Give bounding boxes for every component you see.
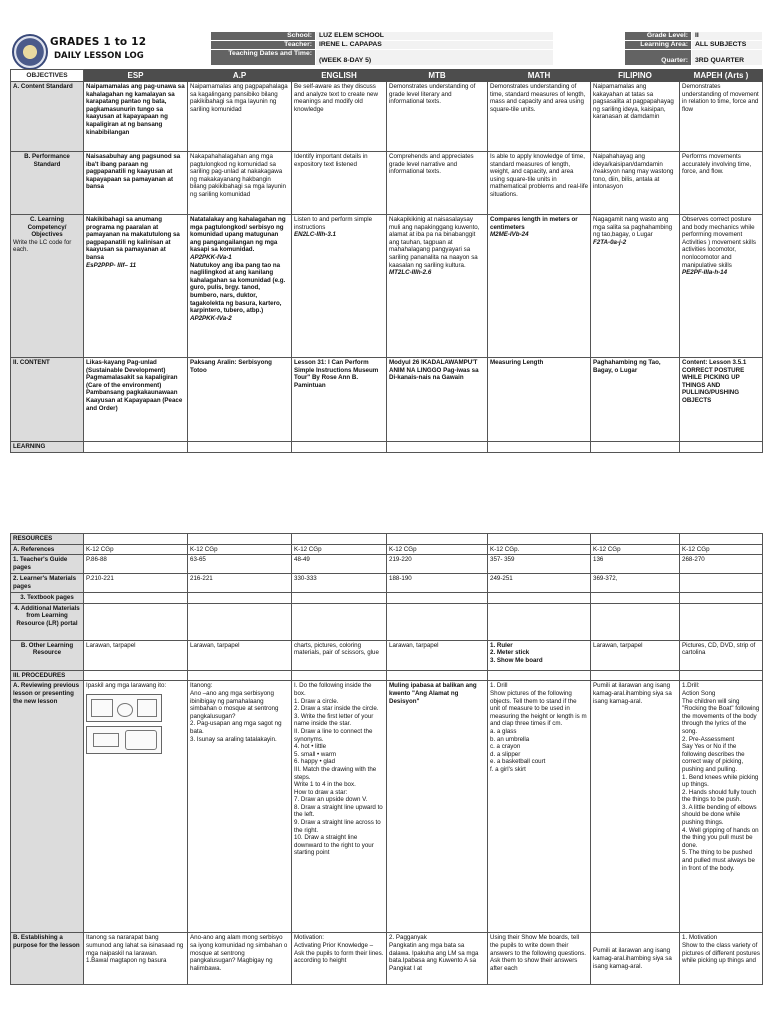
area-value: ALL SUBJECTS xyxy=(692,41,763,50)
cell: Motivation: Activating Prior Knowledge – Ask the pupils to form their lines. according to height xyxy=(292,933,387,985)
row-establishing-purpose xyxy=(11,933,763,985)
lc-text: Listen to and perform simple instructions xyxy=(294,216,373,231)
col-mtb: MTB xyxy=(387,70,488,82)
cell: Identify important details in expository text listened xyxy=(292,152,387,215)
cell xyxy=(188,215,292,358)
cell xyxy=(292,215,387,358)
col-objectives: OBJECTIVES xyxy=(11,70,84,82)
grade-value: II xyxy=(692,32,763,41)
cell: Itanong sa nararapat bang sumunod ang lahat sa isinasaad ng mga naipaskil na larawan. 1.Bawal magtapon ng basura xyxy=(84,933,188,985)
lc-code: AP2PKK-IVa-1 xyxy=(190,253,232,261)
row-other-resources xyxy=(11,640,763,670)
cell: Measuring Length xyxy=(488,358,591,442)
cell: Pictures, CD, DVD, strip of cartolina xyxy=(680,640,763,670)
row-label: B. Other Learning Resource xyxy=(11,640,84,670)
dates-value: (WEEK 8-DAY 5) xyxy=(316,50,554,66)
cell: Larawan, tarpapel xyxy=(84,640,188,670)
cell: 268-270 xyxy=(680,555,763,574)
cell: 1. Motivation Show to the class variety of pictures of different postures while picking up things and xyxy=(680,933,763,985)
cell xyxy=(387,215,488,358)
row-label: 3. Textbook pages xyxy=(11,593,84,604)
cell: Content: Lesson 3.5.1 CORRECT POSTURE WHILE PICKING UP THINGS AND PULLING/PUSHING OBJECTS xyxy=(680,358,763,442)
col-esp: ESP xyxy=(84,70,188,82)
lc-text: Compares length in meters or centimeters xyxy=(490,216,578,231)
row-content-standard xyxy=(11,82,763,152)
row-procedures xyxy=(11,670,763,681)
grade-label: Grade Level: xyxy=(625,32,692,41)
cell: K-12 CGp xyxy=(292,544,387,555)
lc-text: Natutukoy ang iba pang tao na naglilingkod at ang kanilang kahalagahan sa komunidad (e.g. guro, pulis, brgy. tanod, bumbero, nars, duktor, tagakolekta ng basura, kartero, karpintero, tubero, atbp.) xyxy=(190,261,286,315)
cell: Naipamamalas ang pagpapahalaga sa kagalingang pansibiko bilang pakikibahagi sa mga layunin ng sariling komunidad xyxy=(188,82,292,152)
cell xyxy=(591,215,680,358)
cell: Muling ipabasa at balikan ang kwento "Ang Alamat ng Desisyon" xyxy=(387,681,488,933)
cell: Be self-aware as they discuss and analyze text to create new meanings and modify old knowledge xyxy=(292,82,387,152)
row-label: RESOURCES xyxy=(11,534,84,545)
cell: K-12 CGp. xyxy=(488,544,591,555)
lc-text: Natatalakay ang kahalagahan ng mga pagtulongkod/ serbisyo ng komunidad upang matugunan ang pangangailangan ng mga kasapi sa komunidad. xyxy=(190,216,286,254)
cell: Naipamamalas ang kakayahan at tatas sa pagsasalita at pagpapahayag ng sariling ideya, kaisipan, karanasan at damdamin xyxy=(591,82,680,152)
row-label: A. References xyxy=(11,544,84,555)
cell: 357- 359 xyxy=(488,555,591,574)
lc-text: Nagagamit nang wasto ang mga salita sa paghahambing ng tao,bagay, o Lugar xyxy=(593,216,673,239)
col-filipino: FILIPINO xyxy=(591,70,680,82)
cell: Modyul 26 IKADALAWAMPU'T ANIM NA LINGGO Pag-iwas sa Di-kanais-nais na Gawain xyxy=(387,358,488,442)
cell: 136 xyxy=(591,555,680,574)
cell: 188-190 xyxy=(387,574,488,593)
cell: Nakapahahalagahan ang mga pagtulongkod ng komunidad sa sariling pag-unlad at nakakagawa ng makakayanang hakbangin bilang pakikibahagi sa mga layunin ng sariling komunidad xyxy=(188,152,292,215)
row-content xyxy=(11,358,763,442)
cell-text: Ipaskil ang mga larawang ito: xyxy=(86,682,167,690)
quarter-label: Quarter: xyxy=(625,50,692,66)
cell: Paksang Aralin: Serbisyong Totoo xyxy=(188,358,292,442)
lc-text: Observes correct posture and body mechanics while performing movement Activities ) movement skills activities locomotor, nonlocomotor and manipulative skills xyxy=(682,216,756,269)
lc-code: MT2LC-IIIh-2.6 xyxy=(389,269,432,277)
cell: 369-372, xyxy=(591,574,680,593)
row-label: B. Establishing a purpose for the lesson xyxy=(11,933,84,985)
cell: Ano-ano ang alam mong serbisyo sa iyong komunidad ng simbahan o mosque at sentrong pangkalusugan? Magbigay ng halimbawa. xyxy=(188,933,292,985)
cell xyxy=(488,215,591,358)
cell: K-12 CGp xyxy=(84,544,188,555)
lc-code: EsP2PPP- IIIf– 11 xyxy=(86,261,137,269)
row-label: 1. Teacher's Guide pages xyxy=(11,555,84,574)
cell: charts, pictures, coloring materials, pair of scissors, glue xyxy=(292,640,387,670)
cell: Naipahahayag ang ideya/kaisipan/damdamin /reaksyon nang may wastong tono, diin, bilis, antala at intonasyon xyxy=(591,152,680,215)
row-label xyxy=(11,215,84,358)
col-math: MATH xyxy=(488,70,591,82)
teacher-label: Teacher: xyxy=(211,41,316,50)
lc-code: M2ME-IVb-24 xyxy=(490,231,529,239)
col-ap: A.P xyxy=(188,70,292,82)
cell xyxy=(84,215,188,358)
quarter-value: 3RD QUARTER xyxy=(692,50,763,66)
lc-code: EN2LC-IIIh-3.1 xyxy=(294,231,336,239)
deped-seal-icon xyxy=(12,34,48,70)
cell: 216-221 xyxy=(188,574,292,593)
cell: K-12 CGp xyxy=(680,544,763,555)
cell: K-12 CGp xyxy=(188,544,292,555)
cell: Larawan, tarpapel xyxy=(188,640,292,670)
cell: Naipamamalas ang pag-unawa sa kahalagahan ng kamalayan sa karapatang pantao ng bata, pagkamasunurin tungo sa kaayusan at kapayapaan ng kapaligiran at ng bansang kinabibilangan xyxy=(84,82,188,152)
row-label: 2. Learner's Materials pages xyxy=(11,574,84,593)
teacher-value: IRENE L. CAPAPAS xyxy=(316,41,554,50)
littering-sign-image xyxy=(86,694,162,722)
school-label: School: xyxy=(211,32,316,41)
col-mapeh: MAPEH (Arts ) xyxy=(680,70,763,82)
lc-code: F2TA-0a-j-2 xyxy=(593,238,627,246)
dll-table-bottom xyxy=(10,533,762,985)
row-label: II. CONTENT xyxy=(11,358,84,442)
cell: P.210-221 xyxy=(84,574,188,593)
cell: Demonstrates understanding of time, standard measures of length, mass and capacity and area using square-tile units. xyxy=(488,82,591,152)
cell: K-12 CGp xyxy=(387,544,488,555)
cell: 2. Pagganyak Pangkatin ang mga bata sa dalawa. Ipakuha ang LM sa mga bata.Ipabasa ang Kuwento A sa Pangkat I at xyxy=(387,933,488,985)
cell: 330-333 xyxy=(292,574,387,593)
log-title-line2: DAILY LESSON LOG xyxy=(54,51,144,61)
cell: Larawan, tarpapel xyxy=(387,640,488,670)
cell xyxy=(84,681,188,933)
cell: 219-220 xyxy=(387,555,488,574)
cell: Demonstrates understanding of movement in relation to time, force and flow xyxy=(680,82,763,152)
dates-label: Teaching Dates and Time: xyxy=(211,50,316,66)
cell: Performs movements accurately involving time, force, and flow. xyxy=(680,152,763,215)
lc-label: C. Learning Competency/ Objectives xyxy=(27,216,67,239)
cell: I. Do the following inside the box. 1. Draw a circle. 2. Draw a star inside the circle. 3. Write the first letter of your name inside the star. II. Draw a line to connect the synonyms. 4. hot • little 5. small • warm 6. happy • glad III. Match the drawing with the steps. Write 1 to 4 in the box. How to draw a star: 7. Draw an upside down V. 8. Draw a straight line upward to the left. 9. Draw a straight line across to the right. 10. Draw a straight line downward to the right to your starting point xyxy=(292,681,387,933)
cell: Naisasabuhay ang pagsunod sa iba't ibang paraan ng pagpapanatili ng kaayusan at kapayapaan sa pamayanan at bansa xyxy=(84,152,188,215)
row-resources xyxy=(11,534,763,545)
row-label: III. PROCEDURES xyxy=(11,670,84,681)
dll-table-top xyxy=(10,69,762,453)
cell: Likas-kayang Pag-unlad (Sustainable Development) Pagmamalasakit sa kapaligiran (Care of the environment) Pambansang pagkakaunawaan Kaayusan at Kapayapaan (Peace and Order) xyxy=(84,358,188,442)
column-header-row xyxy=(11,70,763,82)
lc-code: PE2PF-IIIa-h-14 xyxy=(682,269,728,277)
cell: Demonstrates understanding of grade level literary and informational texts. xyxy=(387,82,488,152)
lc-text: Nakikibahagi sa anumang programa ng paaralan at pamayanan na makatutulong sa pagpapanatili ng kalinisan at kaayusan sa pamayanan at bansa xyxy=(86,216,180,261)
row-label: LEARNING xyxy=(11,442,84,453)
row-label: B. Performance Standard xyxy=(11,152,84,215)
area-label: Learning Area: xyxy=(625,41,692,50)
col-english: ENGLISH xyxy=(292,70,387,82)
cell: 1. Ruler 2. Meter stick 3. Show Me board xyxy=(488,640,591,670)
cell: Is able to apply knowledge of time, standard measures of length, weight, and capacity, and area using square-tile units in mathematical problems and real-life situations. xyxy=(488,152,591,215)
cell xyxy=(680,574,763,593)
row-learners-materials xyxy=(11,574,763,593)
cell: 63-65 xyxy=(188,555,292,574)
school-value: LUZ ELEM SCHOOL xyxy=(316,32,554,41)
cell: Comprehends and appreciates grade level narrative and informational texts. xyxy=(387,152,488,215)
cell: Paghahambing ng Tao, Bagay, o Lugar xyxy=(591,358,680,442)
cell: 1.Drill: Action Song The children will sing "Rocking the Boat" following the movements of the body through the lyrics of the song. 2. Pre-Assessment Say Yes or No if the following describes the correct way of picking, pushing and pulling. 1. Bend knees while picking up things. 2. Hands should fully touch the things to be push. 3. A little bending of elbows should be done while pushing things. 4. Well gripping of hands on the thing you pull must be done. 5. The thing to be pushed and pulled must always be in front of the body. xyxy=(680,681,763,933)
row-performance-standard xyxy=(11,152,763,215)
cell: Pumili at ilarawan ang isang kamag-aral.ihambing siya sa isang kamag-aral. xyxy=(591,933,680,985)
cell: Using their Show Me boards, tell the pupils to write down their answers to the following questions. Ask them to show their answers after each xyxy=(488,933,591,985)
lc-code: AP2PKK-IVa-2 xyxy=(190,314,232,322)
row-learning-competency xyxy=(11,215,763,358)
row-textbook xyxy=(11,593,763,604)
row-learning xyxy=(11,442,763,453)
lc-text: Nakapikikinig at naisasalaysay muli ang napakinggang kuwento, alamat at iba pa na binabanggit ang tauhan, tagpuan at mahahalagang pangyayari sa sariling pananalita na naayon sa kaasalan ng sariling kultura. xyxy=(389,216,480,269)
cell: 48-49 xyxy=(292,555,387,574)
cell: P.86-88 xyxy=(84,555,188,574)
row-teachers-guide xyxy=(11,555,763,574)
log-title-line1: GRADES 1 to 12 xyxy=(50,36,147,48)
cell: 249-251 xyxy=(488,574,591,593)
cell: Pumili at ilarawan ang isang kamag-aral.ihambing siya sa isang kamag-aral. xyxy=(591,681,680,933)
row-label: 4. Additional Materials from Learning Resource (LR) portal xyxy=(11,603,84,640)
lc-sublabel: Write the LC code for each. xyxy=(13,238,72,254)
cell xyxy=(680,215,763,358)
cell: Lesson 31: I Can Perform Simple Instructions Museum Tour" By Rose Ann B. Pamintuan xyxy=(292,358,387,442)
cell: Itanong: Ano –ano ang mga serbisyong ibinibigay ng pamahalaang simbahan o mosque at sentrong pangkalusugan? 2. Pag-usapan ang mga sagot ng bata. 3. Isunay sa araling tatalakayin. xyxy=(188,681,292,933)
row-references xyxy=(11,544,763,555)
row-label: A. Reviewing previous lesson or presenting the new lesson xyxy=(11,681,84,933)
cell: K-12 CGp xyxy=(591,544,680,555)
row-additional-materials xyxy=(11,603,763,640)
littering-sign-image xyxy=(86,726,162,754)
header-info-table xyxy=(210,31,763,66)
cell: 1. Drill Show pictures of the following objects. Tell them to stand if the unit of measure to be used in measuring the height or length is m and clap three times if cm. a. a glass b. an umbrella c. a crayon d. a slipper e. a basketball court f. a girl's skirt xyxy=(488,681,591,933)
row-label: A. Content Standard xyxy=(11,82,84,152)
deped-logo-header xyxy=(10,32,210,70)
cell: Larawan, tarpapel xyxy=(591,640,680,670)
row-reviewing xyxy=(11,681,763,933)
